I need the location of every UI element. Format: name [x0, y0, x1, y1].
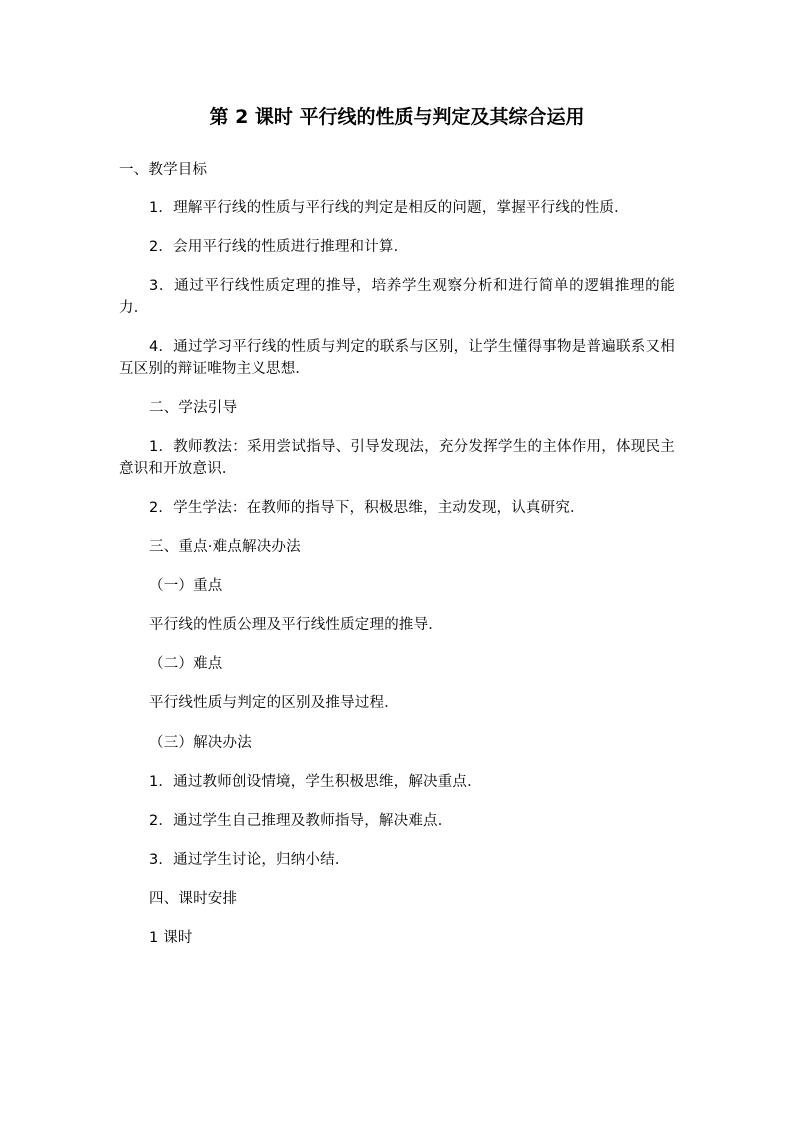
- goal-item-4: 4．通过学习平行线的性质与判定的联系与区别，让学生懂得事物是普遍联系又相互区别的辩证唯物主义思想．: [119, 339, 675, 377]
- solution-item-1: 1．通过教师创设情境，学生积极思维，解决重点．: [149, 774, 482, 790]
- subheading-difficult-point: （二）难点: [149, 656, 223, 672]
- solution-item-2: 2．通过学生自己推理及教师指导，解决难点．: [149, 813, 453, 829]
- section-heading-schedule: 四、课时安排: [149, 891, 238, 907]
- section-heading-learning-methods: 二、学法引导: [149, 400, 238, 416]
- method-item-1: 1．教师教法：采用尝试指导、引导发现法，充分发挥学生的主体作用，体现民主意识和开放意识．: [119, 439, 675, 477]
- difficult-point-text: 平行线性质与判定的区别及推导过程．: [149, 695, 399, 711]
- section-heading-key-points: 三、重点·难点解决办法: [149, 539, 301, 555]
- subheading-solution: （三）解决办法: [149, 735, 252, 751]
- subheading-key-point: （一）重点: [149, 578, 223, 594]
- section-heading-teaching-goals: 一、教学目标: [119, 162, 208, 178]
- goal-item-1: 1．理解平行线的性质与平行线的判定是相反的问题，掌握平行线的性质．: [149, 200, 629, 216]
- method-item-2: 2．学生学法：在教师的指导下，积极思维，主动发现，认真研究．: [149, 500, 585, 516]
- goal-item-3: 3．通过平行线性质定理的推导，培养学生观察分析和进行简单的逻辑推理的能力．: [119, 278, 675, 316]
- solution-item-3: 3．通过学生讨论，归纳小结．: [149, 852, 350, 868]
- key-point-text: 平行线的性质公理及平行线性质定理的推导．: [149, 617, 443, 633]
- document-title: 第 2 课时 平行线的性质与判定及其综合运用: [209, 106, 585, 128]
- schedule-text: 1 课时: [149, 930, 193, 946]
- goal-item-2: 2．会用平行线的性质进行推理和计算．: [149, 239, 409, 255]
